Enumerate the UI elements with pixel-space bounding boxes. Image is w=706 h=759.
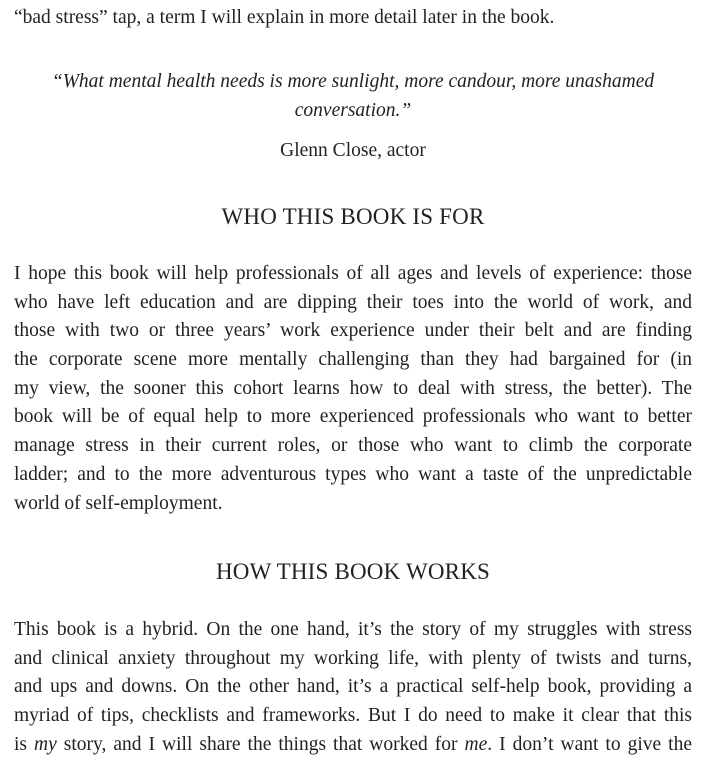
quote-attribution-block [14,137,692,166]
text-line: I hope this book will help professionals of all ages and levels of experience: those [14,263,692,284]
section-heading-who: WHO THIS BOOK IS FOR [221,204,485,229]
quote-line: “What mental health needs is more sunlight, more candour, more unashamed [51,71,655,92]
text-line: and ups and downs. On the other hand, it’s a practical self-help book, providing a [14,676,692,698]
section1-paragraph [14,260,692,518]
text-segment: story, and I will share the things that worked for [56,733,465,755]
text-line: those with two or three years’ work experience under their belt and are finding [14,320,692,342]
text-line: and clinical anxiety throughout my working life, with plenty of twists and turns, [14,647,692,669]
section2-paragraph [14,616,692,759]
epigraph-quote [14,68,692,125]
text-line: my view, the sooner this cohort learns how to deal with stress, the better). The [14,377,692,399]
emphasis-my: my [34,733,57,755]
text-line: This book is a hybrid. On the one hand, it’s the story of my struggles with stress [14,619,692,640]
text-segment: . I don’t want to give the [487,733,692,755]
text-line: ladder; and to the more adventurous types who want a taste of the unpredictable [14,463,692,485]
emphasis-me: me [464,733,488,755]
quote-line: conversation.” [294,99,412,121]
text-line: book will be of equal help to more experienced professionals who want to better [14,406,692,428]
text-line: the corporate scene more mentally challenging than they had bargained for (in [14,349,692,371]
text-line: world of self-employment. [14,492,223,514]
text-line: manage stress in their current roles, or those who want to climb the corporate [14,435,692,457]
section-heading-how: HOW THIS BOOK WORKS [215,559,491,584]
text-line: myriad of tips, checklists and frameworks. But I do need to make it clear that this [14,705,692,727]
text-line: who have left education and are dipping their toes into the world of work, and [14,291,692,313]
intro-paragraph [14,4,692,33]
quote-attribution: Glenn Close, actor [280,140,426,161]
text-line [14,731,692,759]
text-segment: is [14,733,35,755]
text-line: “bad stress” tap, a term I will explain in more detail later in the book. [14,7,555,28]
